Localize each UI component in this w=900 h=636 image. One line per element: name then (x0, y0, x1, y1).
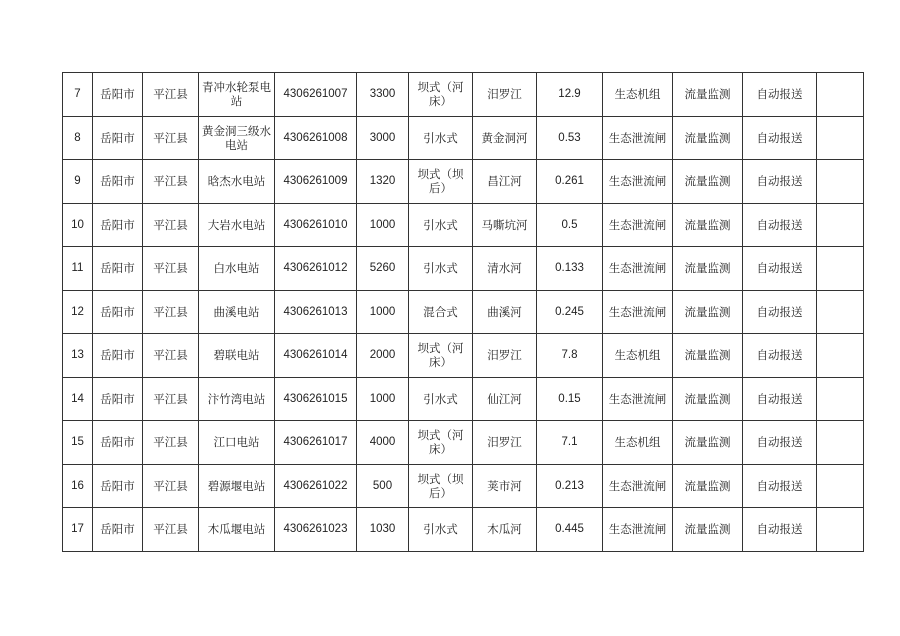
monitoring-method-cell: 流量监测 (673, 464, 743, 508)
station-name-cell: 江口电站 (199, 421, 275, 465)
capacity-cell: 1000 (357, 203, 409, 247)
river-cell: 汨罗江 (473, 73, 537, 117)
capacity-cell: 5260 (357, 247, 409, 291)
river-cell: 汨罗江 (473, 421, 537, 465)
station-code-cell: 4306261015 (275, 377, 357, 421)
river-cell: 曲溪河 (473, 290, 537, 334)
table-row (63, 421, 864, 465)
monitoring-method-cell: 流量监测 (673, 160, 743, 204)
river-cell: 马嘶坑河 (473, 203, 537, 247)
river-cell: 木瓜河 (473, 508, 537, 552)
ecological-flow-cell: 0.133 (537, 247, 603, 291)
city-cell: 岳阳市 (93, 377, 143, 421)
reporting-method-cell: 自动报送 (743, 73, 817, 117)
discharge-facility-cell: 生态泄流闸 (603, 377, 673, 421)
county-cell: 平江县 (143, 116, 199, 160)
capacity-cell: 500 (357, 464, 409, 508)
development-type-cell: 坝式（坝后） (409, 464, 473, 508)
ecological-flow-cell: 12.9 (537, 73, 603, 117)
row-number-cell: 9 (63, 160, 93, 204)
development-type-cell: 坝式（河床） (409, 334, 473, 378)
county-cell: 平江县 (143, 508, 199, 552)
row-number-cell: 14 (63, 377, 93, 421)
station-code-cell: 4306261010 (275, 203, 357, 247)
ecological-flow-cell: 7.8 (537, 334, 603, 378)
row-number-cell: 7 (63, 73, 93, 117)
monitoring-method-cell: 流量监测 (673, 421, 743, 465)
city-cell: 岳阳市 (93, 334, 143, 378)
development-type-cell: 引水式 (409, 508, 473, 552)
ecological-flow-cell: 0.213 (537, 464, 603, 508)
station-code-cell: 4306261014 (275, 334, 357, 378)
table-row (63, 290, 864, 334)
capacity-cell: 1030 (357, 508, 409, 552)
discharge-facility-cell: 生态泄流闸 (603, 290, 673, 334)
station-code-cell: 4306261013 (275, 290, 357, 334)
table-row (63, 508, 864, 552)
ecological-flow-cell: 0.53 (537, 116, 603, 160)
monitoring-method-cell: 流量监测 (673, 290, 743, 334)
table-row (63, 160, 864, 204)
county-cell: 平江县 (143, 290, 199, 334)
capacity-cell: 1000 (357, 377, 409, 421)
city-cell: 岳阳市 (93, 116, 143, 160)
capacity-cell: 3300 (357, 73, 409, 117)
row-number-cell: 17 (63, 508, 93, 552)
reporting-method-cell: 自动报送 (743, 116, 817, 160)
reporting-method-cell: 自动报送 (743, 247, 817, 291)
reporting-method-cell: 自动报送 (743, 203, 817, 247)
row-number-cell: 13 (63, 334, 93, 378)
county-cell: 平江县 (143, 334, 199, 378)
capacity-cell: 4000 (357, 421, 409, 465)
river-cell: 黄金洞河 (473, 116, 537, 160)
capacity-cell: 3000 (357, 116, 409, 160)
monitoring-method-cell: 流量监测 (673, 247, 743, 291)
development-type-cell: 混合式 (409, 290, 473, 334)
station-code-cell: 4306261008 (275, 116, 357, 160)
ecological-flow-cell: 0.245 (537, 290, 603, 334)
remarks-cell (817, 160, 864, 204)
development-type-cell: 引水式 (409, 203, 473, 247)
monitoring-method-cell: 流量监测 (673, 73, 743, 117)
station-code-cell: 4306261007 (275, 73, 357, 117)
remarks-cell (817, 116, 864, 160)
city-cell: 岳阳市 (93, 203, 143, 247)
row-number-cell: 11 (63, 247, 93, 291)
county-cell: 平江县 (143, 464, 199, 508)
station-code-cell: 4306261023 (275, 508, 357, 552)
development-type-cell: 引水式 (409, 116, 473, 160)
city-cell: 岳阳市 (93, 290, 143, 334)
row-number-cell: 10 (63, 203, 93, 247)
remarks-cell (817, 203, 864, 247)
station-code-cell: 4306261017 (275, 421, 357, 465)
development-type-cell: 引水式 (409, 377, 473, 421)
reporting-method-cell: 自动报送 (743, 290, 817, 334)
remarks-cell (817, 508, 864, 552)
station-name-cell: 白水电站 (199, 247, 275, 291)
reporting-method-cell: 自动报送 (743, 464, 817, 508)
station-name-cell: 黄金洞三级水电站 (199, 116, 275, 160)
row-number-cell: 12 (63, 290, 93, 334)
river-cell: 昌江河 (473, 160, 537, 204)
river-cell: 汨罗江 (473, 334, 537, 378)
station-code-cell: 4306261022 (275, 464, 357, 508)
city-cell: 岳阳市 (93, 160, 143, 204)
station-code-cell: 4306261009 (275, 160, 357, 204)
station-name-cell: 曲溪电站 (199, 290, 275, 334)
table-row (63, 247, 864, 291)
ecological-flow-cell: 7.1 (537, 421, 603, 465)
capacity-cell: 1320 (357, 160, 409, 204)
county-cell: 平江县 (143, 160, 199, 204)
ecological-flow-cell: 0.5 (537, 203, 603, 247)
table-row (63, 116, 864, 160)
river-cell: 清水河 (473, 247, 537, 291)
county-cell: 平江县 (143, 73, 199, 117)
discharge-facility-cell: 生态泄流闸 (603, 464, 673, 508)
monitoring-method-cell: 流量监测 (673, 334, 743, 378)
discharge-facility-cell: 生态机组 (603, 334, 673, 378)
station-name-cell: 晗杰水电站 (199, 160, 275, 204)
remarks-cell (817, 377, 864, 421)
ecological-flow-cell: 0.445 (537, 508, 603, 552)
monitoring-method-cell: 流量监测 (673, 508, 743, 552)
capacity-cell: 2000 (357, 334, 409, 378)
discharge-facility-cell: 生态泄流闸 (603, 160, 673, 204)
county-cell: 平江县 (143, 421, 199, 465)
reporting-method-cell: 自动报送 (743, 377, 817, 421)
station-name-cell: 青冲水轮泵电站 (199, 73, 275, 117)
discharge-facility-cell: 生态机组 (603, 73, 673, 117)
table-row (63, 377, 864, 421)
discharge-facility-cell: 生态泄流闸 (603, 116, 673, 160)
station-name-cell: 汴竹湾电站 (199, 377, 275, 421)
table-row (63, 73, 864, 117)
table-row (63, 464, 864, 508)
hydropower-station-table (62, 72, 864, 552)
monitoring-method-cell: 流量监测 (673, 203, 743, 247)
city-cell: 岳阳市 (93, 508, 143, 552)
monitoring-method-cell: 流量监测 (673, 377, 743, 421)
city-cell: 岳阳市 (93, 464, 143, 508)
row-number-cell: 16 (63, 464, 93, 508)
remarks-cell (817, 290, 864, 334)
discharge-facility-cell: 生态泄流闸 (603, 508, 673, 552)
reporting-method-cell: 自动报送 (743, 508, 817, 552)
river-cell: 仙江河 (473, 377, 537, 421)
remarks-cell (817, 421, 864, 465)
reporting-method-cell: 自动报送 (743, 334, 817, 378)
city-cell: 岳阳市 (93, 247, 143, 291)
county-cell: 平江县 (143, 203, 199, 247)
development-type-cell: 引水式 (409, 247, 473, 291)
county-cell: 平江县 (143, 377, 199, 421)
discharge-facility-cell: 生态泄流闸 (603, 247, 673, 291)
remarks-cell (817, 464, 864, 508)
river-cell: 荚市河 (473, 464, 537, 508)
reporting-method-cell: 自动报送 (743, 421, 817, 465)
capacity-cell: 1000 (357, 290, 409, 334)
ecological-flow-cell: 0.261 (537, 160, 603, 204)
row-number-cell: 15 (63, 421, 93, 465)
discharge-facility-cell: 生态机组 (603, 421, 673, 465)
station-name-cell: 碧联电站 (199, 334, 275, 378)
city-cell: 岳阳市 (93, 73, 143, 117)
county-cell: 平江县 (143, 247, 199, 291)
table-row (63, 203, 864, 247)
development-type-cell: 坝式（河床） (409, 421, 473, 465)
development-type-cell: 坝式（河床） (409, 73, 473, 117)
ecological-flow-cell: 0.15 (537, 377, 603, 421)
development-type-cell: 坝式（坝后） (409, 160, 473, 204)
station-name-cell: 碧源堰电站 (199, 464, 275, 508)
remarks-cell (817, 334, 864, 378)
city-cell: 岳阳市 (93, 421, 143, 465)
remarks-cell (817, 73, 864, 117)
row-number-cell: 8 (63, 116, 93, 160)
station-name-cell: 大岩水电站 (199, 203, 275, 247)
station-name-cell: 木瓜堰电站 (199, 508, 275, 552)
table-row (63, 334, 864, 378)
remarks-cell (817, 247, 864, 291)
reporting-method-cell: 自动报送 (743, 160, 817, 204)
table-body (63, 73, 864, 552)
discharge-facility-cell: 生态泄流闸 (603, 203, 673, 247)
monitoring-method-cell: 流量监测 (673, 116, 743, 160)
station-code-cell: 4306261012 (275, 247, 357, 291)
